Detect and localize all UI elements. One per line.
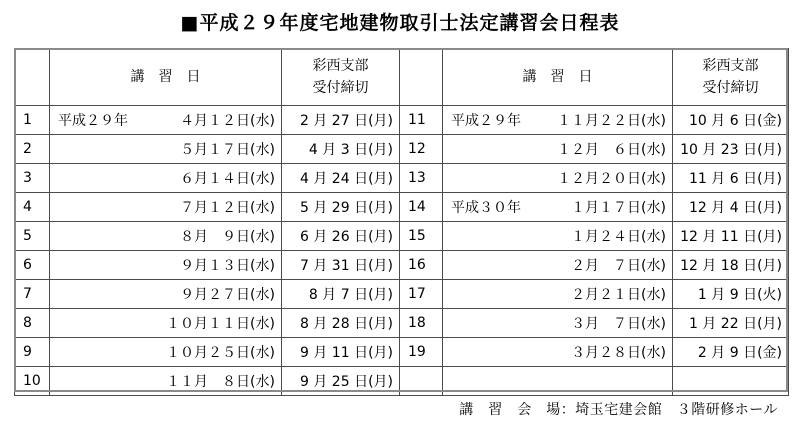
course-date: １０月１１日(水) (166, 316, 275, 332)
row-number: 9 (15, 338, 50, 367)
table-frame (14, 48, 788, 392)
row-number: 2 (15, 135, 50, 164)
row-number: 12 (400, 135, 443, 164)
header-deadline-label: 受付締切 (702, 80, 759, 96)
deadline-cell: 8 月 7 日(月) (282, 280, 400, 309)
era-year: 平成２９年 (451, 113, 521, 129)
page-title: ■平成２９年度宅地建物取引士法定講習会日程表 (180, 12, 620, 34)
course-date: ９月２７日(水) (180, 287, 275, 303)
deadline-cell: 4 月 3 日(月) (282, 135, 400, 164)
course-date: １月１７日(水) (571, 200, 666, 216)
course-date: ３月２８日(水) (571, 345, 666, 361)
course-date: ６月１４日(水) (180, 171, 275, 187)
row-number: 5 (15, 222, 50, 251)
row-number: 7 (15, 280, 50, 309)
course-date: ２月２１日(水) (571, 287, 666, 303)
era-year: 平成２９年 (58, 113, 128, 129)
deadline-cell: 9 月 25 日(月) (282, 367, 400, 396)
row-number: 19 (400, 338, 443, 367)
row-number: 14 (400, 193, 443, 222)
header-deadline-branch: 彩西支部 (702, 58, 759, 74)
deadline-cell: 2 月 27 日(月) (282, 106, 400, 135)
deadline-cell: 8 月 28 日(月) (282, 309, 400, 338)
course-date: １０月２５日(水) (166, 345, 275, 361)
row-number: 11 (400, 106, 443, 135)
row-number: 8 (15, 309, 50, 338)
era-year: 平成３０年 (451, 200, 521, 216)
row-number: 6 (15, 251, 50, 280)
course-date: １２月２０日(水) (557, 171, 666, 187)
deadline-cell: 12 月 18 日(月) (673, 251, 789, 280)
course-date: １２月 ６日(水) (557, 142, 666, 158)
deadline-cell: 6 月 26 日(月) (282, 222, 400, 251)
course-date: １１月２２日(水) (557, 113, 666, 129)
header-course-day-left: 講 習 日 (50, 49, 282, 106)
deadline-cell: 11 月 6 日(月) (673, 164, 789, 193)
course-date: ４月１２日(水) (180, 113, 275, 129)
deadline-cell: 9 月 11 日(月) (282, 338, 400, 367)
deadline-cell: 1 月 22 日(月) (673, 309, 789, 338)
row-number: 16 (400, 251, 443, 280)
deadline-cell: 10 月 23 日(月) (673, 135, 789, 164)
deadline-cell: 1 月 9 日(火) (673, 280, 789, 309)
row-number: 15 (400, 222, 443, 251)
deadline-cell: 7 月 31 日(月) (282, 251, 400, 280)
deadline-cell: 5 月 29 日(月) (282, 193, 400, 222)
course-date: ３月 ７日(水) (571, 316, 666, 332)
course-date: １１月 ８日(水) (166, 374, 275, 390)
row-number: 3 (15, 164, 50, 193)
course-date: ７月１２日(水) (180, 200, 275, 216)
venue-note: 講 習 会 場：埼玉宅建会館 ３階研修ホール (459, 402, 778, 418)
course-date: １月２４日(水) (571, 229, 666, 245)
header-deadline-label: 受付締切 (312, 80, 369, 96)
row-number: 1 (15, 106, 50, 135)
row-number: 17 (400, 280, 443, 309)
header-deadline-branch: 彩西支部 (312, 58, 369, 74)
course-date: ２月 ７日(水) (571, 258, 666, 274)
row-number: 4 (15, 193, 50, 222)
row-number: 13 (400, 164, 443, 193)
header-course-day-right: 講 習 日 (443, 49, 673, 106)
row-number: 10 (15, 367, 50, 396)
deadline-cell: 2 月 9 日(金) (673, 338, 789, 367)
course-date: ５月１７日(水) (180, 142, 275, 158)
deadline-cell: 4 月 24 日(月) (282, 164, 400, 193)
deadline-cell: 10 月 6 日(金) (673, 106, 789, 135)
row-number: 18 (400, 309, 443, 338)
deadline-cell: 12 月 11 日(月) (673, 222, 789, 251)
course-date: ９月１３日(水) (180, 258, 275, 274)
deadline-cell: 12 月 4 日(月) (673, 193, 789, 222)
course-date: ８月 ９日(水) (180, 229, 275, 245)
